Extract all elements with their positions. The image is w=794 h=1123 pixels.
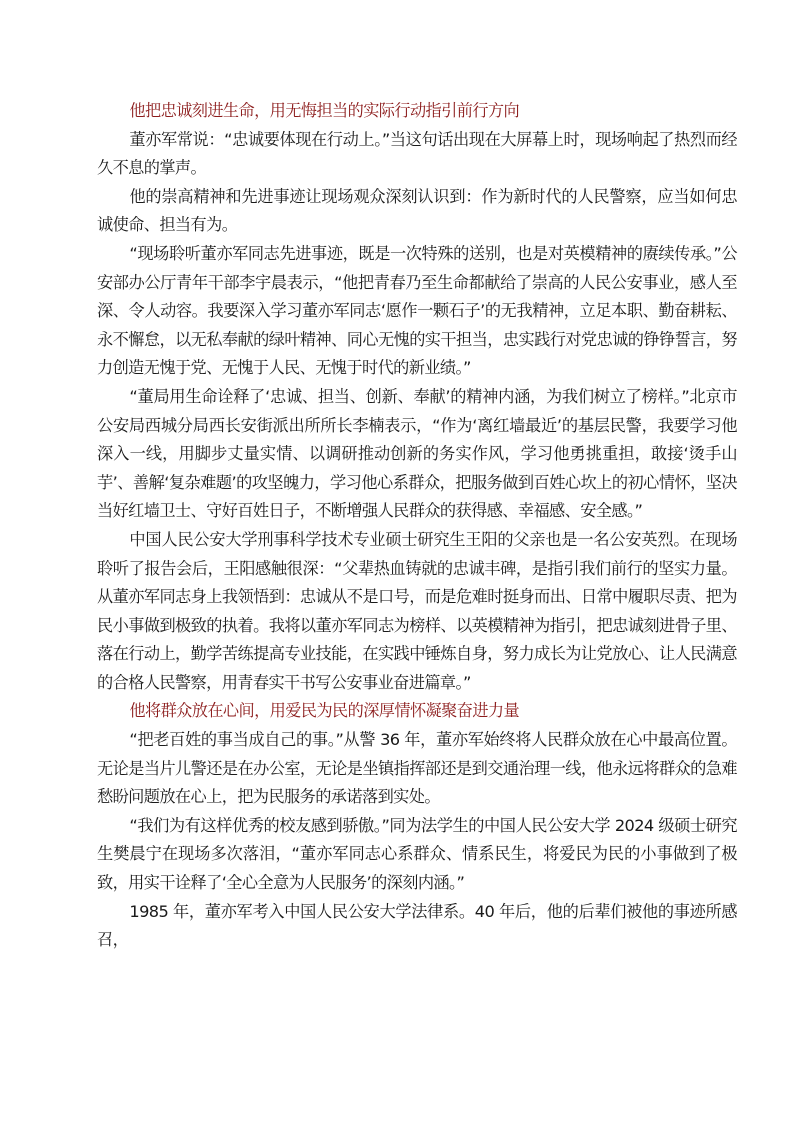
body-paragraph: 他的崇高精神和先进事迹让现场观众深刻认识到：作为新时代的人民警察，应当如何忠诚使命、担当有为。 bbox=[97, 186, 737, 235]
body-paragraph: “董局用生命诠释了‘忠诚、担当、创新、奉献’的精神内涵，为我们树立了榜样。”北京市公安局西城分局西长安街派出所所长李楠表示，“作为‘离红墙最近’的基层民警，我要学习他深入一线，用脚步丈量实情、以调研推动创新的务实作风，学习他勇挑重担，敢接‘烫手山芋’、善解‘复杂难题’的攻坚魄力，学习他心系群众，把服务做到百姓心坎上的初心情怀，坚决当好红墙卫士、守好百姓日子，不断增强人民群众的获得感、幸福感、安全感。” bbox=[97, 386, 737, 521]
body-paragraph: 董亦军常说：“忠诚要体现在行动上。”当这句话出现在大屏幕上时，现场响起了热烈而经久不息的掌声。 bbox=[97, 129, 737, 178]
body-paragraph: “把老百姓的事当成自己的事。”从警 36 年，董亦军始终将人民群众放在心中最高位置。无论是当片儿警还是在办公室，无论是坐镇指挥部还是到交通治理一线，他永远将群众的急难愁盼问题放在心上，把为民服务的承诺落到实处。 bbox=[97, 730, 737, 807]
section-heading-loyalty: 他把忠诚刻进生命，用无悔担当的实际行动指引前行方向 bbox=[129, 101, 520, 120]
body-paragraph: “现场聆听董亦军同志先进事迹，既是一次特殊的送别，也是对英模精神的赓续传承。”公安部办公厅青年干部李宇晨表示，“他把青春乃至生命都献给了崇高的人民公安事业，感人至深、令人动容。我要深入学习董亦军同志‘愿作一颗石子’的无我精神，立足本职、勤奋耕耘、永不懈怠，以无私奉献的绿叶精神、同心无愧的实干担当，忠实践行对党忠诚的铮铮誓言，努力创造无愧于党、无愧于人民、无愧于时代的新业绩。” bbox=[97, 243, 737, 378]
body-paragraph: “我们为有这样优秀的校友感到骄傲。”同为法学生的中国人民公安大学 2024 级硕士研究生樊晨宁在现场多次落泪，“董亦军同志心系群众、情系民生，将爱民为民的小事做到了极致，用实干诠释了‘全心全意为人民服务’的深刻内涵。” bbox=[97, 815, 737, 893]
body-paragraph: 1985 年，董亦军考入中国人民公安大学法律系。40 年后，他的后辈们被他的事迹所感召， bbox=[97, 901, 737, 950]
article-body bbox=[97, 97, 737, 955]
section-heading-people: 他将群众放在心间，用爱民为民的深厚情怀凝聚奋进力量 bbox=[129, 701, 520, 721]
body-paragraph: 中国人民公安大学刑事科学技术专业硕士研究生王阳的父亲也是一名公安英烈。在现场聆听了报告会后，王阳感触很深：“父辈热血铸就的忠诚丰碑，是指引我们前行的坚实力量。从董亦军同志身上我领悟到：忠诚从不是口号，而是危难时挺身而出、日常中履职尽责、把为民小事做到极致的执着。我将以董亦军同志为榜样、以英模精神为指引，把忠诚刻进骨子里、落在行动上，勤学苦练提高专业技能，在实践中锤炼自身，努力成长为让党放心、让人民满意的合格人民警察，用青春实干书写公安事业奋进篇章。” bbox=[97, 529, 737, 692]
